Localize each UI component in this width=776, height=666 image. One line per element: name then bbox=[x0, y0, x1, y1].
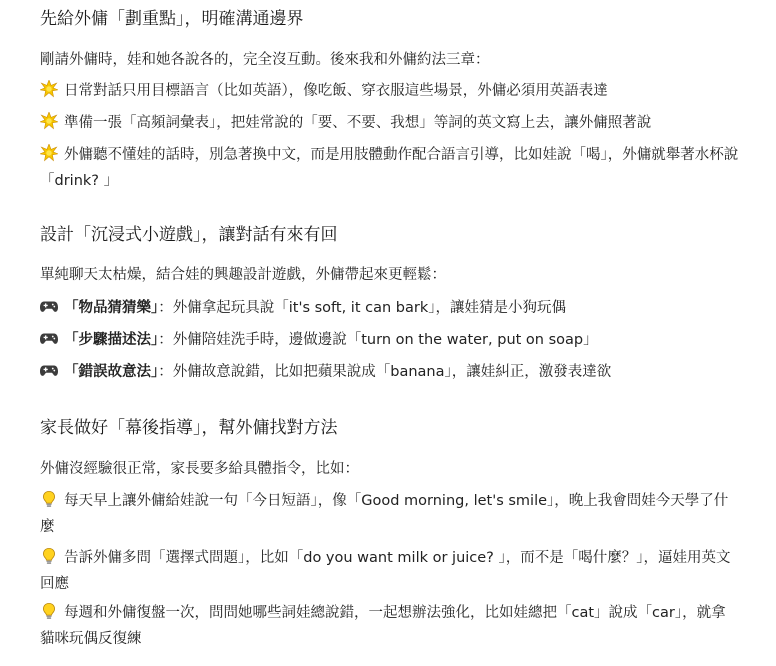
gamepad-icon bbox=[40, 329, 58, 347]
lightbulb-icon bbox=[40, 490, 58, 508]
list-item bbox=[40, 545, 740, 597]
sparkle-icon bbox=[40, 80, 58, 98]
list-item-text: 外傭聽不懂娃的話時，別急著換中文，而是用肢體動作配合語言引導，比如娃說「喝」，外傭就舉著水杯說「drink? 」 bbox=[40, 147, 739, 189]
game-description: ：外傭故意說錯，比如把蘋果說成「banana」，讓娃糾正，激發表達欲 bbox=[158, 364, 612, 380]
section-heading-2: 設計「沉浸式小遊戲」，讓對話有來有回 bbox=[40, 225, 338, 245]
list-item bbox=[40, 359, 740, 385]
list-item bbox=[40, 295, 740, 321]
list-item bbox=[40, 488, 740, 540]
game-description: ：外傭陪娃洗手時，邊做邊說「turn on the water, put on soap」 bbox=[158, 332, 598, 348]
list-item-text: 告訴外傭多問「選擇式問題」，比如「do you want milk or juice? 」，而不是「喝什麼？」，逼娃用英文回應 bbox=[40, 550, 731, 592]
list-item-text: 準備一張「高頻詞彙表」，把娃常說的「要、不要、我想」等詞的英文寫上去，讓外傭照著說 bbox=[64, 115, 652, 131]
section-heading-1: 先給外傭「劃重點」，明確溝通邊界 bbox=[40, 9, 304, 29]
lightbulb-icon bbox=[40, 547, 58, 565]
sparkle-icon bbox=[40, 112, 58, 130]
lightbulb-icon bbox=[40, 602, 58, 620]
gamepad-icon bbox=[40, 361, 58, 379]
list-item bbox=[40, 110, 740, 136]
list-item bbox=[40, 327, 740, 353]
section-intro-1: 剛請外傭時，娃和她各說各的，完全沒互動。後來我和外傭約法三章： bbox=[40, 52, 490, 68]
list-item-text: 日常對話只用目標語言（比如英語），像吃飯、穿衣服這些場景，外傭必須用英語表達 bbox=[64, 83, 608, 99]
section-intro-3: 外傭沒經驗很正常，家長要多給具體指令，比如： bbox=[40, 461, 359, 477]
list-item-text: 每天早上讓外傭給娃說一句「今日短語」，像「Good morning, let's smile」，晚上我會問娃今天學了什麼 bbox=[40, 493, 729, 535]
section-intro-2: 單純聊天太枯燥，結合娃的興趣設計遊戲，外傭帶起來更輕鬆： bbox=[40, 267, 446, 283]
game-description: ：外傭拿起玩具說「it's soft, it can bark」，讓娃猜是小狗玩偶 bbox=[158, 300, 566, 316]
game-name: 「步驟描述法」 bbox=[64, 332, 159, 348]
sparkle-icon bbox=[40, 144, 58, 162]
section-heading-3: 家長做好「幕後指導」，幫外傭找對方法 bbox=[40, 418, 338, 438]
list-item bbox=[40, 600, 740, 652]
list-item-text: 每週和外傭復盤一次，問問她哪些詞娃總說錯，一起想辦法強化，比如娃總把「cat」說成「car」，就拿貓咪玩偶反復練 bbox=[40, 605, 726, 647]
list-item bbox=[40, 78, 740, 104]
game-name: 「物品猜猜樂」 bbox=[64, 300, 159, 316]
game-name: 「錯誤故意法」 bbox=[64, 364, 159, 380]
gamepad-icon bbox=[40, 297, 58, 315]
list-item bbox=[40, 142, 740, 194]
